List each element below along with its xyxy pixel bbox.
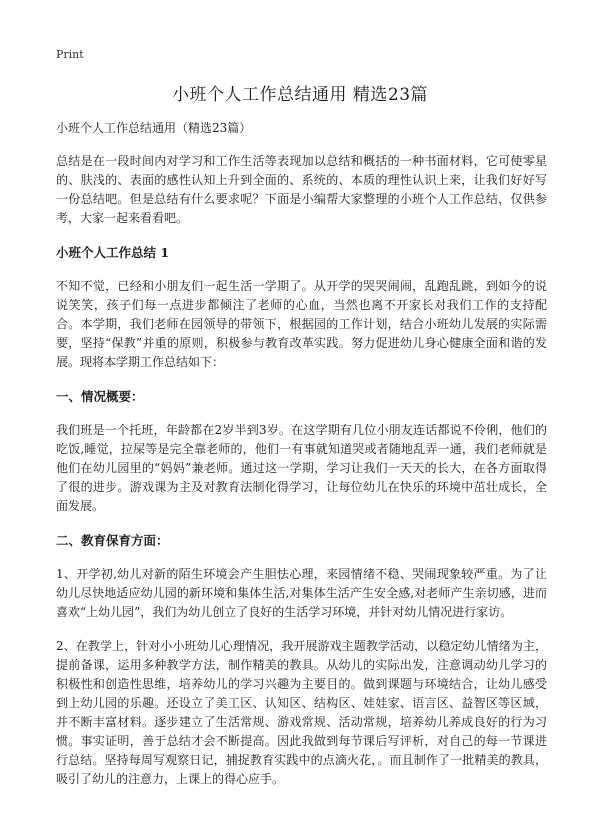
document-body (56, 119, 547, 804)
section-heading-education: 二、教育保育方面： (56, 533, 169, 548)
document-subtitle: 小班个人工作总结通用（精选23篇） (56, 121, 252, 135)
overview-paragraph: 我们班是一个托班，年龄都在2岁半到3岁。在这学期有几位小朋友连话都说不伶俐，他们的吃饭,睡觉，拉屎等是完全靠老师的，他们一有事就知道哭或者随地乱弄一通，我们老师就是他们在幼儿园里的“妈妈”兼老师。通过这一学期，学习让我们一天天的长大，在各方面取得了很的进步。游戏课为主及对教育法制化得学习，让每位幼儿在快乐的环境中茁壮成长，全面发展。 (56, 423, 547, 513)
print-link[interactable]: Print (56, 48, 84, 61)
document-title: 小班个人工作总结通用 精选23篇 (171, 85, 429, 105)
section-heading-overview: 一、情况概要： (56, 389, 144, 404)
section-heading-summary-1: 小班个人工作总结 1 (56, 245, 170, 260)
education-paragraph-1: 1、开学初,幼儿对新的陌生环境会产生胆怯心理，来园情绪不稳、哭闹现象较严重。为了让幼儿尽快地适应幼儿园的新环境和集体生活,对集体生活产生安全感,对老师产生亲切感，进而喜欢“上幼儿园”，我们为幼儿创立了良好的生活学习环境，并针对幼儿情况进行家访。 (56, 567, 547, 619)
intro-paragraph: 总结是在一段时间内对学习和工作生活等表现加以总结和概括的一种书面材料，它可使零星的、肤浅的、表面的感性认知上升到全面的、系统的、本质的理性认识上来，让我们好好写一份总结吧。但是总结有什么要求呢？下面是小编帮大家整理的小班个人工作总结，仅供参考，大家一起来看看吧。 (56, 154, 547, 225)
summary-1-paragraph: 不知不觉，已经和小朋友们一起生活一学期了。从开学的哭哭闹闹，乱跑乱跳，到如今的说说笑笑，孩子们每一点进步都倾注了老师的心血，当然也离不开家长对我们工作的支持配合。本学期，我们老师在园领导的带领下，根据园的工作计划，结合小班幼儿发展的实际需要，坚持“保教”并重的原则，积极参与教育改革实践。努力促进幼儿身心健康全面和谐的发展。现将本学期工作总结如下： (56, 279, 547, 369)
education-paragraph-2: 2、在教学上，针对小小班幼儿心理情况，我开展游戏主题教学活动，以稳定幼儿情绪为主，提前备课，运用多种教学方法，制作精美的教具。从幼儿的实际出发，注意调动幼儿学习的积极性和创造性思维，培养幼儿的学习兴趣为主要目的。做到课题与环境结合，让幼儿感受到上幼儿园的乐趣。还设立了美工区、认知区、结构区、娃娃家、语言区、益智区等区域，并不断丰富材料。逐步建立了生活常规、游戏常规、活动常规，培养幼儿养成良好的行为习惯。事实证明，善于总结才会不断提高。因此我做到每节课后写评析，对自己的每一节课进行总结。坚持每周写观察日记，捕捉教育实践中的点滴火花，。而且制作了一批精美的教具，吸引了幼儿的注意力，上课上的得心应手。 (56, 639, 547, 786)
